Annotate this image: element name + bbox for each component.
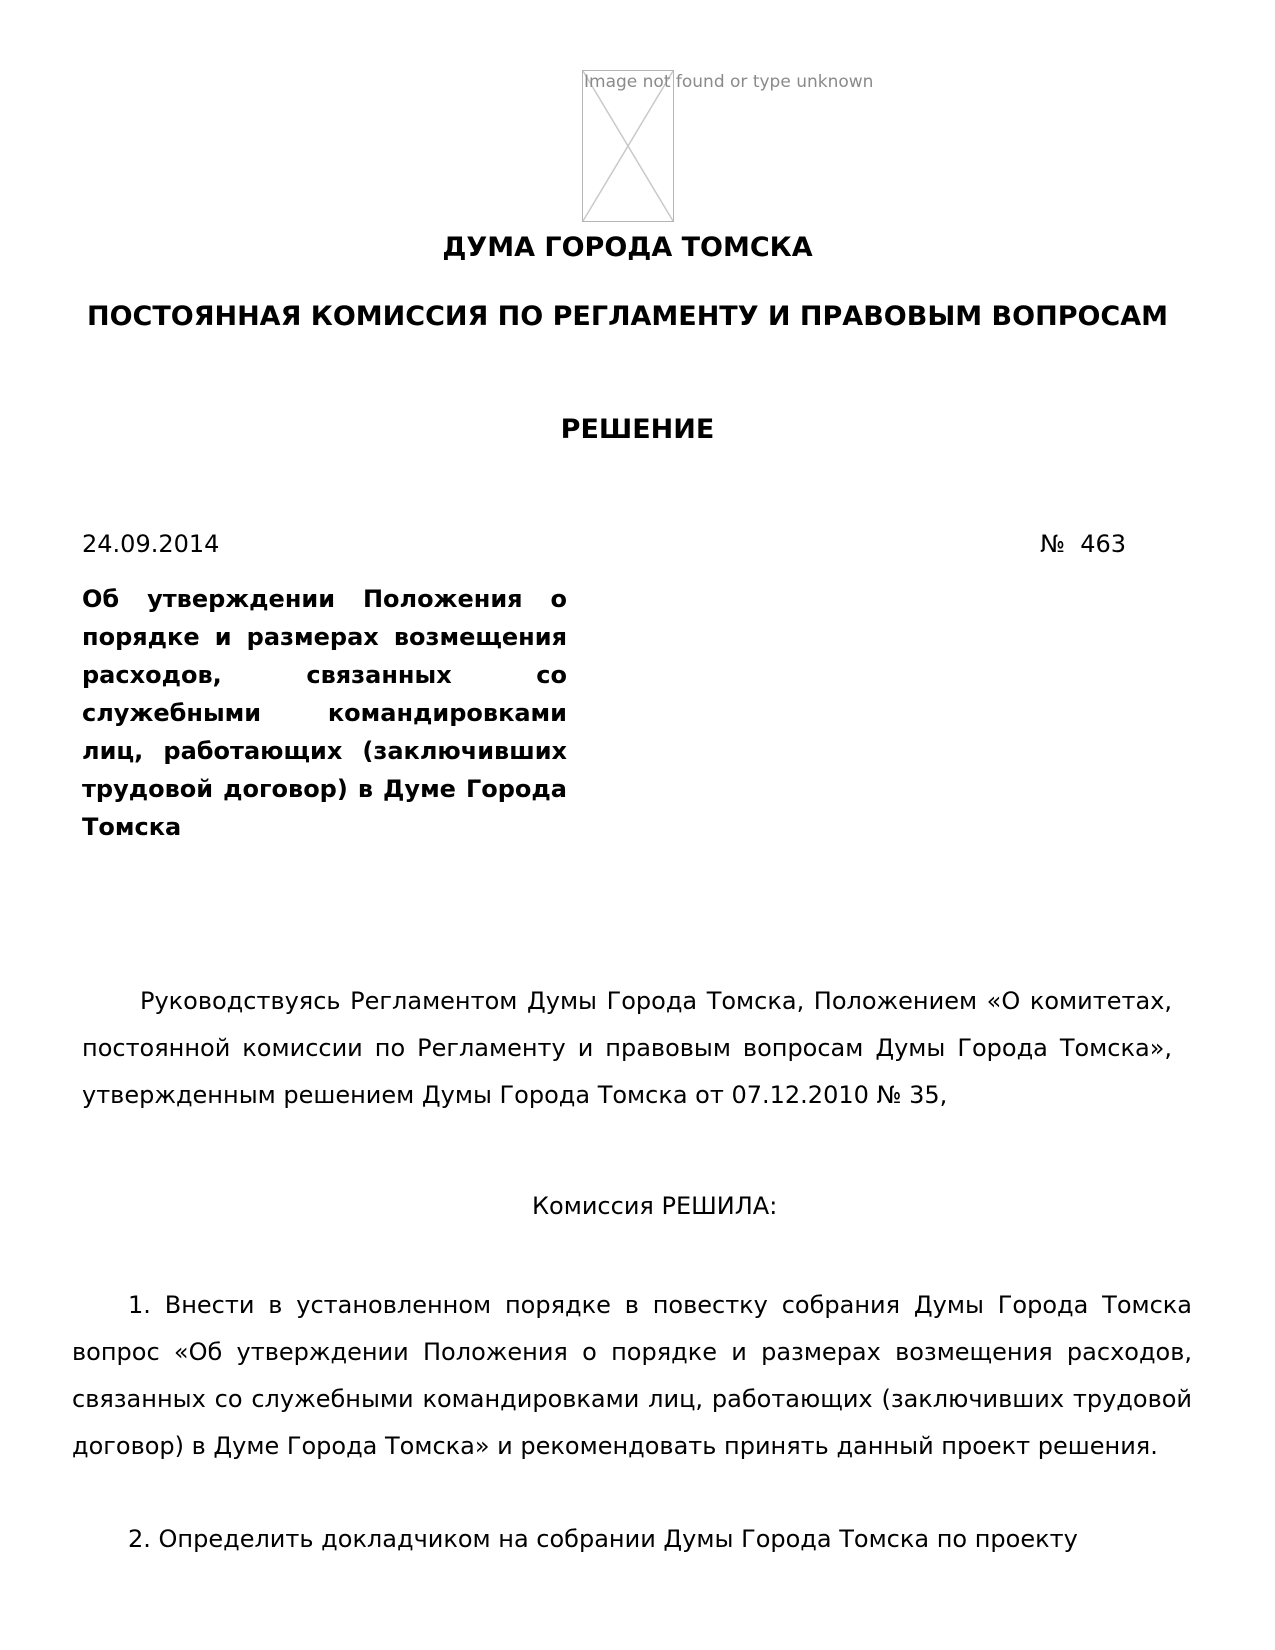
- preamble-paragraph: Руководствуясь Регламентом Думы Города Томска, Положением «О комитетах, постоянной комиссии по Регламенту и правовым вопросам Думы Города Томска», утвержденным решением Думы Города Томска от 07.12.2010 № 35,: [82, 987, 1172, 1109]
- document-type-heading: РЕШЕНИЕ: [560, 414, 715, 445]
- decision-item: 2. Определить докладчиком на собрании Думы Города Томска по проекту: [128, 1525, 1078, 1553]
- document-subject: Об утверждении Положения о порядке и размерах возмещения расходов, связанных со служебными командировками лиц, работающих (заключивших трудовой договор) в Думе Города Томска: [82, 585, 567, 841]
- commission-heading: ПОСТОЯННАЯ КОМИССИЯ ПО РЕГЛАМЕНТУ И ПРАВОВЫМ ВОПРОСАМ: [86, 301, 1169, 332]
- decision-statement: Комиссия РЕШИЛА:: [532, 1192, 778, 1220]
- organization-heading: ДУМА ГОРОДА ТОМСКА: [442, 232, 813, 263]
- document-date: 24.09.2014: [82, 530, 220, 558]
- document-number: № 463: [1040, 530, 1127, 558]
- broken-image-icon: [582, 70, 674, 222]
- decision-item: 1. Внести в установленном порядке в повестку собрания Думы Города Томска вопрос «Об утверждении Положения о порядке и размерах возмещения расходов, связанных со служебными командировками лиц, работающих (заключивших трудовой договор) в Думе Города Томска» и рекомендовать принять данный проект решения.: [72, 1291, 1192, 1460]
- image-alt-text: Image not found or type unknown: [584, 72, 874, 92]
